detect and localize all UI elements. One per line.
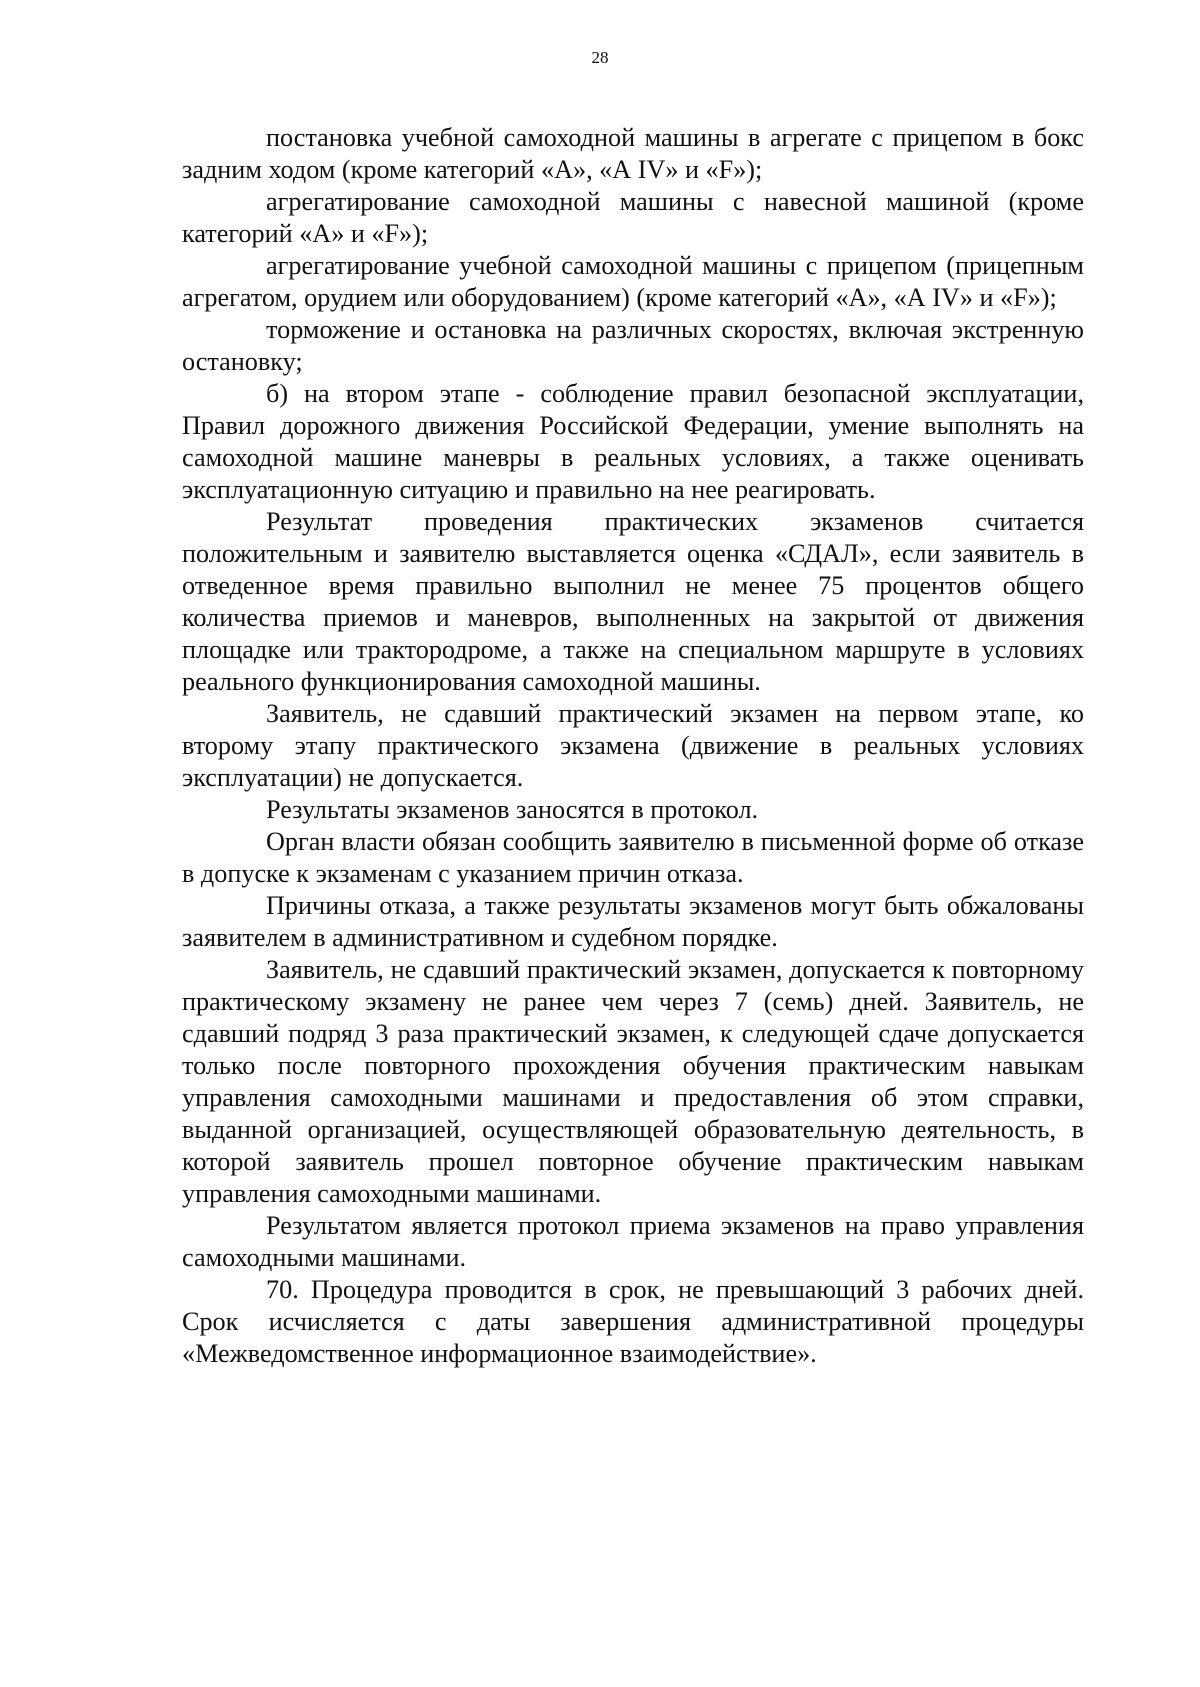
paragraph-first-stage-failure: Заявитель, не сдавший практический экзамен на первом этапе, ко второму этапу практического экзамена (движение в реальных условиях эксплуатации) не допускается. <box>182 699 1084 792</box>
paragraph-refusal-notice: Орган власти обязан сообщить заявителю в письменной форме об отказе в допуске к экзаменам с указанием причин отказа. <box>182 827 1084 888</box>
paragraph-exam-result-positive: Результат проведения практических экзаменов считается положительным и заявителю выставляется оценка «СДАЛ», если заявитель в отведенное время правильно выполнил не менее 75 процентов общего количества приемов и маневров, выполненных на закрытой от движения площадке или трактородроме, а также на специальном маршруте в условиях реального функционирования самоходной машины. <box>182 507 1084 696</box>
page-number: 28 <box>591 48 609 67</box>
paragraph-item-70: 70. Процедура проводится в срок, не превышающий 3 рабочих дней. Срок исчисляется с даты завершения административной процедуры «Межведомственное информационное взаимодействие». <box>182 1275 1084 1368</box>
paragraph-hitching-trailer: агрегатирование учебной самоходной машины с прицепом (прицепным агрегатом, орудием или оборудованием) (кроме категорий «А», «А IV» и «F»); <box>182 251 1084 312</box>
paragraph-result-protocol: Результатом является протокол приема экзаменов на право управления самоходными машинами. <box>182 1211 1084 1272</box>
paragraph-appeal: Причины отказа, а также результаты экзаменов могут быть обжалованы заявителем в административном и судебном порядке. <box>182 891 1084 952</box>
document-body <box>182 122 1084 1370</box>
paragraph-second-stage: б) на втором этапе - соблюдение правил безопасной эксплуатации, Правил дорожного движения Российской Федерации, умение выполнять на самоходной машине маневры в реальных условиях, а также оценивать эксплуатационную ситуацию и правильно на нее реагировать. <box>182 379 1084 504</box>
paragraph-hitching-mounted-machine: агрегатирование самоходной машины с навесной машиной (кроме категорий «А» и «F»); <box>182 187 1084 248</box>
paragraph-backing-into-box: постановка учебной самоходной машины в агрегате с прицепом в бокс задним ходом (кроме категорий «А», «А IV» и «F»); <box>182 123 1084 184</box>
paragraph-retake-rules: Заявитель, не сдавший практический экзамен, допускается к повторному практическому экзамену не ранее чем через 7 (семь) дней. Заявитель, не сдавший подряд 3 раза практический экзамен, к следующей сдаче допускается только после повторного прохождения обучения практическим навыкам управления самоходными машинами и предоставления об этом справки, выданной организацией, осуществляющей образовательную деятельность, в которой заявитель прошел повторное обучение практическим навыкам управления самоходными машинами. <box>182 955 1084 1208</box>
paragraph-protocol: Результаты экзаменов заносятся в протокол. <box>266 795 759 824</box>
paragraph-braking-stopping: торможение и остановка на различных скоростях, включая экстренную остановку; <box>182 315 1084 376</box>
